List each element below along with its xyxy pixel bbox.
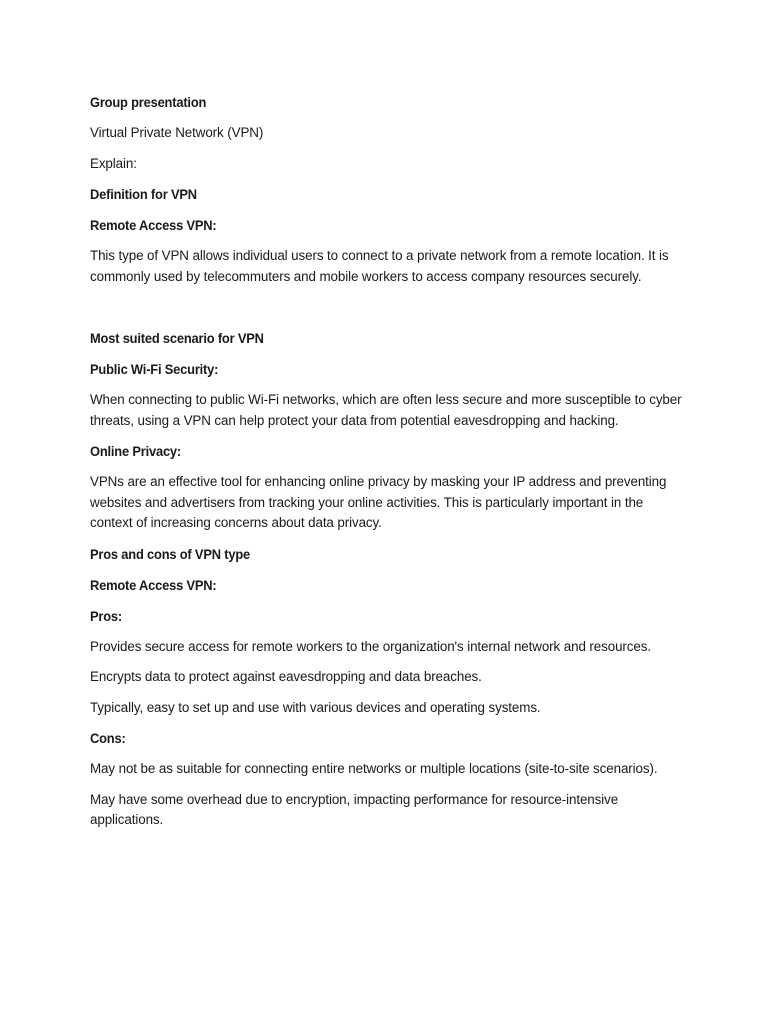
paragraph-spacer	[90, 297, 682, 328]
cons-heading: Cons:	[90, 730, 126, 746]
public-wifi-heading: Public Wi-Fi Security:	[90, 361, 219, 377]
online-privacy-heading: Online Privacy:	[90, 443, 182, 459]
online-privacy-paragraph: VPNs are an effective tool for enhancing online privacy by masking your IP address and preventing websites and advertisers from tracking your online activities. This is particularly important in the context of increasing concerns about data privacy.	[90, 474, 667, 530]
cons-item: May not be as suitable for connecting entire networks or multiple locations (site-to-site scenarios).	[90, 761, 658, 776]
document-body	[90, 92, 682, 841]
pros-item: Provides secure access for remote workers to the organization's internal network and resources.	[90, 638, 651, 654]
remote-access-heading-2: Remote Access VPN:	[90, 576, 217, 593]
document-subtitle: Virtual Private Network (VPN)	[90, 125, 264, 140]
pros-heading: Pros:	[90, 607, 123, 624]
explain-label: Explain:	[90, 155, 137, 171]
pros-item: Encrypts data to protect against eavesdropping and data breaches.	[90, 669, 482, 684]
definition-heading: Definition for VPN	[90, 186, 197, 202]
pros-cons-heading: Pros and cons of VPN type	[90, 545, 251, 562]
document-title: Group presentation	[90, 94, 207, 110]
cons-item: May have some overhead due to encryption, impacting performance for resource-intensive applications.	[90, 791, 619, 827]
remote-access-heading: Remote Access VPN:	[90, 217, 217, 233]
public-wifi-paragraph: When connecting to public Wi-Fi networks, which are often less secure and more susceptible to cyber threats, using a VPN can help protect your data from potential eavesdropping and hacking.	[90, 392, 682, 428]
pros-item: Typically, easy to set up and use with various devices and operating systems.	[90, 699, 541, 715]
remote-access-paragraph: This type of VPN allows individual users to connect to a private network from a remote location. It is commonly used by telecommuters and mobile workers to access company resources securely.	[90, 248, 669, 284]
scenario-heading: Most suited scenario for VPN	[90, 330, 264, 346]
